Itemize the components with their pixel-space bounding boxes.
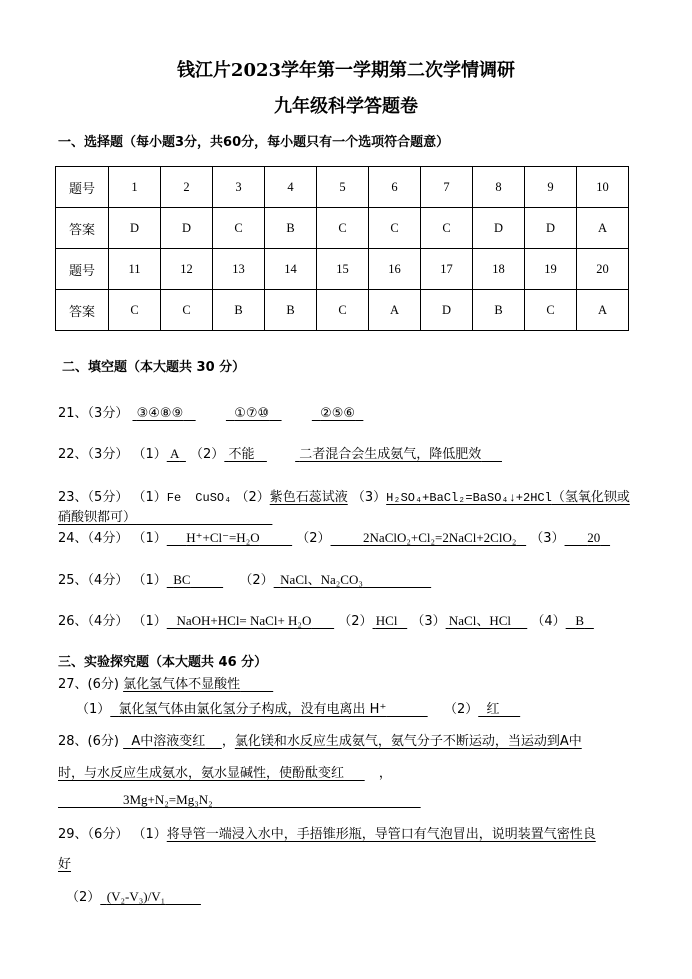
answer-text: A: [170, 446, 180, 461]
answer-text: 3Mg+N₂=Mg₃N₂: [123, 792, 213, 807]
answer-text: ②⑤⑥: [320, 406, 356, 421]
answer-text: NaCl、HCl: [448, 613, 511, 628]
answer-cell: D: [161, 208, 213, 249]
question-28-continued: 时，与水反应生成氨水，氨水显碱性，使酚酞变红 ，: [58, 766, 392, 781]
answer-text: NaOH+HCl= NaCl+ H₂O: [176, 613, 312, 628]
answer-cell: D: [525, 208, 577, 249]
question-29: [58, 823, 596, 842]
part-label: （1）: [132, 490, 167, 505]
question-label: 题号: [56, 167, 109, 208]
answer-label: 答案: [56, 290, 109, 331]
answer-cell: C: [213, 208, 265, 249]
answer-cell: C: [161, 290, 213, 331]
question-label: 27、(6分): [58, 677, 119, 692]
question-24: [58, 527, 610, 546]
part-label: （1）: [132, 827, 167, 842]
answer-text: ①⑦⑩: [234, 406, 270, 421]
answer-text: 氯化镁和水反应生成氨气，氨气分子不断运动，当运动到A中: [234, 734, 582, 749]
question-26: [58, 610, 594, 629]
answer-text: 2NaClO₂+Cl₂=2NaCl+2ClO₂: [363, 530, 517, 545]
section-2-heading: 二、填空题（本大题共 30 分）: [62, 360, 246, 375]
answer-text: （氢氧化钡或: [551, 490, 630, 505]
question-22: [58, 443, 502, 462]
answer-cell: B: [213, 290, 265, 331]
question-number: 14: [265, 249, 317, 290]
question-label: 28、(6分): [58, 734, 119, 749]
answer-cell: A: [369, 290, 421, 331]
answer-text: 不能: [228, 447, 255, 462]
answer-text: HCl: [375, 613, 398, 628]
answer-text: 好: [58, 857, 72, 872]
answer-text: H₂SO₄+BaCl₂=BaSO₄↓+2HCl: [386, 491, 552, 505]
question-number: 5: [317, 167, 369, 208]
question-label: 22、（3分）: [58, 447, 129, 462]
answer-text: B: [575, 613, 585, 628]
question-number: 13: [213, 249, 265, 290]
answer-text: A中溶液变红: [131, 734, 206, 749]
question-label: 25、（4分）: [58, 573, 129, 588]
answer-cell: C: [109, 290, 161, 331]
answer-text: 氯化氢气体由氯化氢分子构成，没有电离出 H⁺: [118, 702, 387, 717]
question-25: [58, 569, 431, 588]
section-1-heading: 一、选择题（每小题3分，共60分，每小题只有一个选项符合题意）: [58, 135, 450, 150]
question-number: 1: [109, 167, 161, 208]
question-28-equation: [58, 792, 421, 808]
answer-cell: D: [421, 290, 473, 331]
part-label: （1）: [132, 447, 167, 462]
answer-text: CuSO₄: [195, 491, 232, 505]
answer-text: 时，与水反应生成氨水，氨水显碱性，使酚酞变红: [58, 766, 345, 781]
part-label: （2）: [338, 614, 373, 629]
question-23: [58, 486, 630, 505]
part-label: （2）: [239, 573, 274, 588]
question-27-parts: [76, 698, 520, 717]
answer-text: 氯化氢气体不显酸性: [123, 677, 241, 692]
question-29-continued: [58, 853, 71, 872]
answer-cell: A: [577, 208, 629, 249]
question-number: 9: [525, 167, 577, 208]
table-row: [56, 208, 629, 249]
answer-text: H⁺+Cl⁻=H₂O: [186, 530, 260, 545]
answer-cell: B: [473, 290, 525, 331]
answer-cell: C: [421, 208, 473, 249]
part-label: （2）: [66, 890, 101, 905]
table-row: [56, 290, 629, 331]
answer-cell: B: [265, 208, 317, 249]
answer-cell: C: [525, 290, 577, 331]
table-row: [56, 167, 629, 208]
question-27: [58, 673, 273, 692]
section-3-heading: 三、实验探究题（本大题共 46 分）: [58, 655, 268, 670]
question-number: 16: [369, 249, 421, 290]
answer-text: NaCl、Na₂CO₃: [280, 572, 363, 587]
answer-text: 二者混合会生成氨气，降低肥效: [299, 447, 482, 462]
question-number: 7: [421, 167, 473, 208]
question-label: 题号: [56, 249, 109, 290]
answer-cell: A: [577, 290, 629, 331]
part-label: （1）: [132, 573, 167, 588]
answer-label: 答案: [56, 208, 109, 249]
part-label: （2）: [443, 702, 479, 717]
exam-subtitle: 九年级科学答题卷: [274, 96, 418, 117]
answer-cell: C: [317, 208, 369, 249]
question-number: 10: [577, 167, 629, 208]
question-number: 4: [265, 167, 317, 208]
answer-text: 红: [486, 702, 500, 717]
answer-table: [55, 166, 629, 331]
question-number: 11: [109, 249, 161, 290]
question-label: 21、（3分）: [58, 406, 129, 421]
part-label: （3）: [530, 531, 565, 546]
answer-text: Fe: [166, 491, 182, 505]
answer-cell: C: [317, 290, 369, 331]
part-label: （1）: [76, 702, 111, 717]
question-number: 19: [525, 249, 577, 290]
answer-text: 紫色石蕊试液: [269, 490, 348, 505]
question-23-continued: [58, 506, 272, 525]
question-number: 3: [213, 167, 265, 208]
part-label: （2）: [235, 490, 270, 505]
question-29-part-2: [66, 886, 201, 905]
answer-cell: D: [473, 208, 525, 249]
answer-text: BC: [173, 572, 191, 587]
question-number: 15: [317, 249, 369, 290]
question-number: 2: [161, 167, 213, 208]
part-label: （3）: [351, 490, 387, 505]
answer-cell: D: [109, 208, 161, 249]
answer-cell: C: [369, 208, 421, 249]
question-label: 24、（4分）: [58, 531, 129, 546]
question-number: 17: [421, 249, 473, 290]
part-label: （2）: [296, 531, 331, 546]
part-label: （1）: [132, 531, 167, 546]
answer-cell: B: [265, 290, 317, 331]
answer-text: (V₂-V₃)/V₁: [106, 889, 166, 904]
answer-text: 将导管一端浸入水中，手捂锥形瓶，导管口有气泡冒出，说明装置气密性良: [166, 827, 596, 842]
part-label: （2）: [190, 447, 225, 462]
answer-text: 硝酸钡都可）: [58, 510, 137, 525]
part-label: （1）: [132, 614, 167, 629]
question-label: 23、（5分）: [58, 490, 129, 505]
question-number: 8: [473, 167, 525, 208]
answer-text: 20: [587, 530, 601, 545]
question-number: 6: [369, 167, 421, 208]
question-label: 29、（6分）: [58, 827, 129, 842]
part-label: （4）: [531, 614, 566, 629]
part-label: （3）: [411, 614, 446, 629]
question-number: 18: [473, 249, 525, 290]
question-number: 12: [161, 249, 213, 290]
table-row: [56, 249, 629, 290]
answer-text: ③④⑧⑨: [136, 406, 184, 421]
question-21: [58, 402, 363, 421]
question-label: 26、（4分）: [58, 614, 129, 629]
question-28: 28、(6分) A中溶液变红 ，氯化镁和水反应生成氨气，氨气分子不断运动，当运动到A中: [58, 734, 582, 749]
question-number: 20: [577, 249, 629, 290]
exam-title: 钱江片2023学年第一学期第二次学情调研: [176, 60, 516, 81]
